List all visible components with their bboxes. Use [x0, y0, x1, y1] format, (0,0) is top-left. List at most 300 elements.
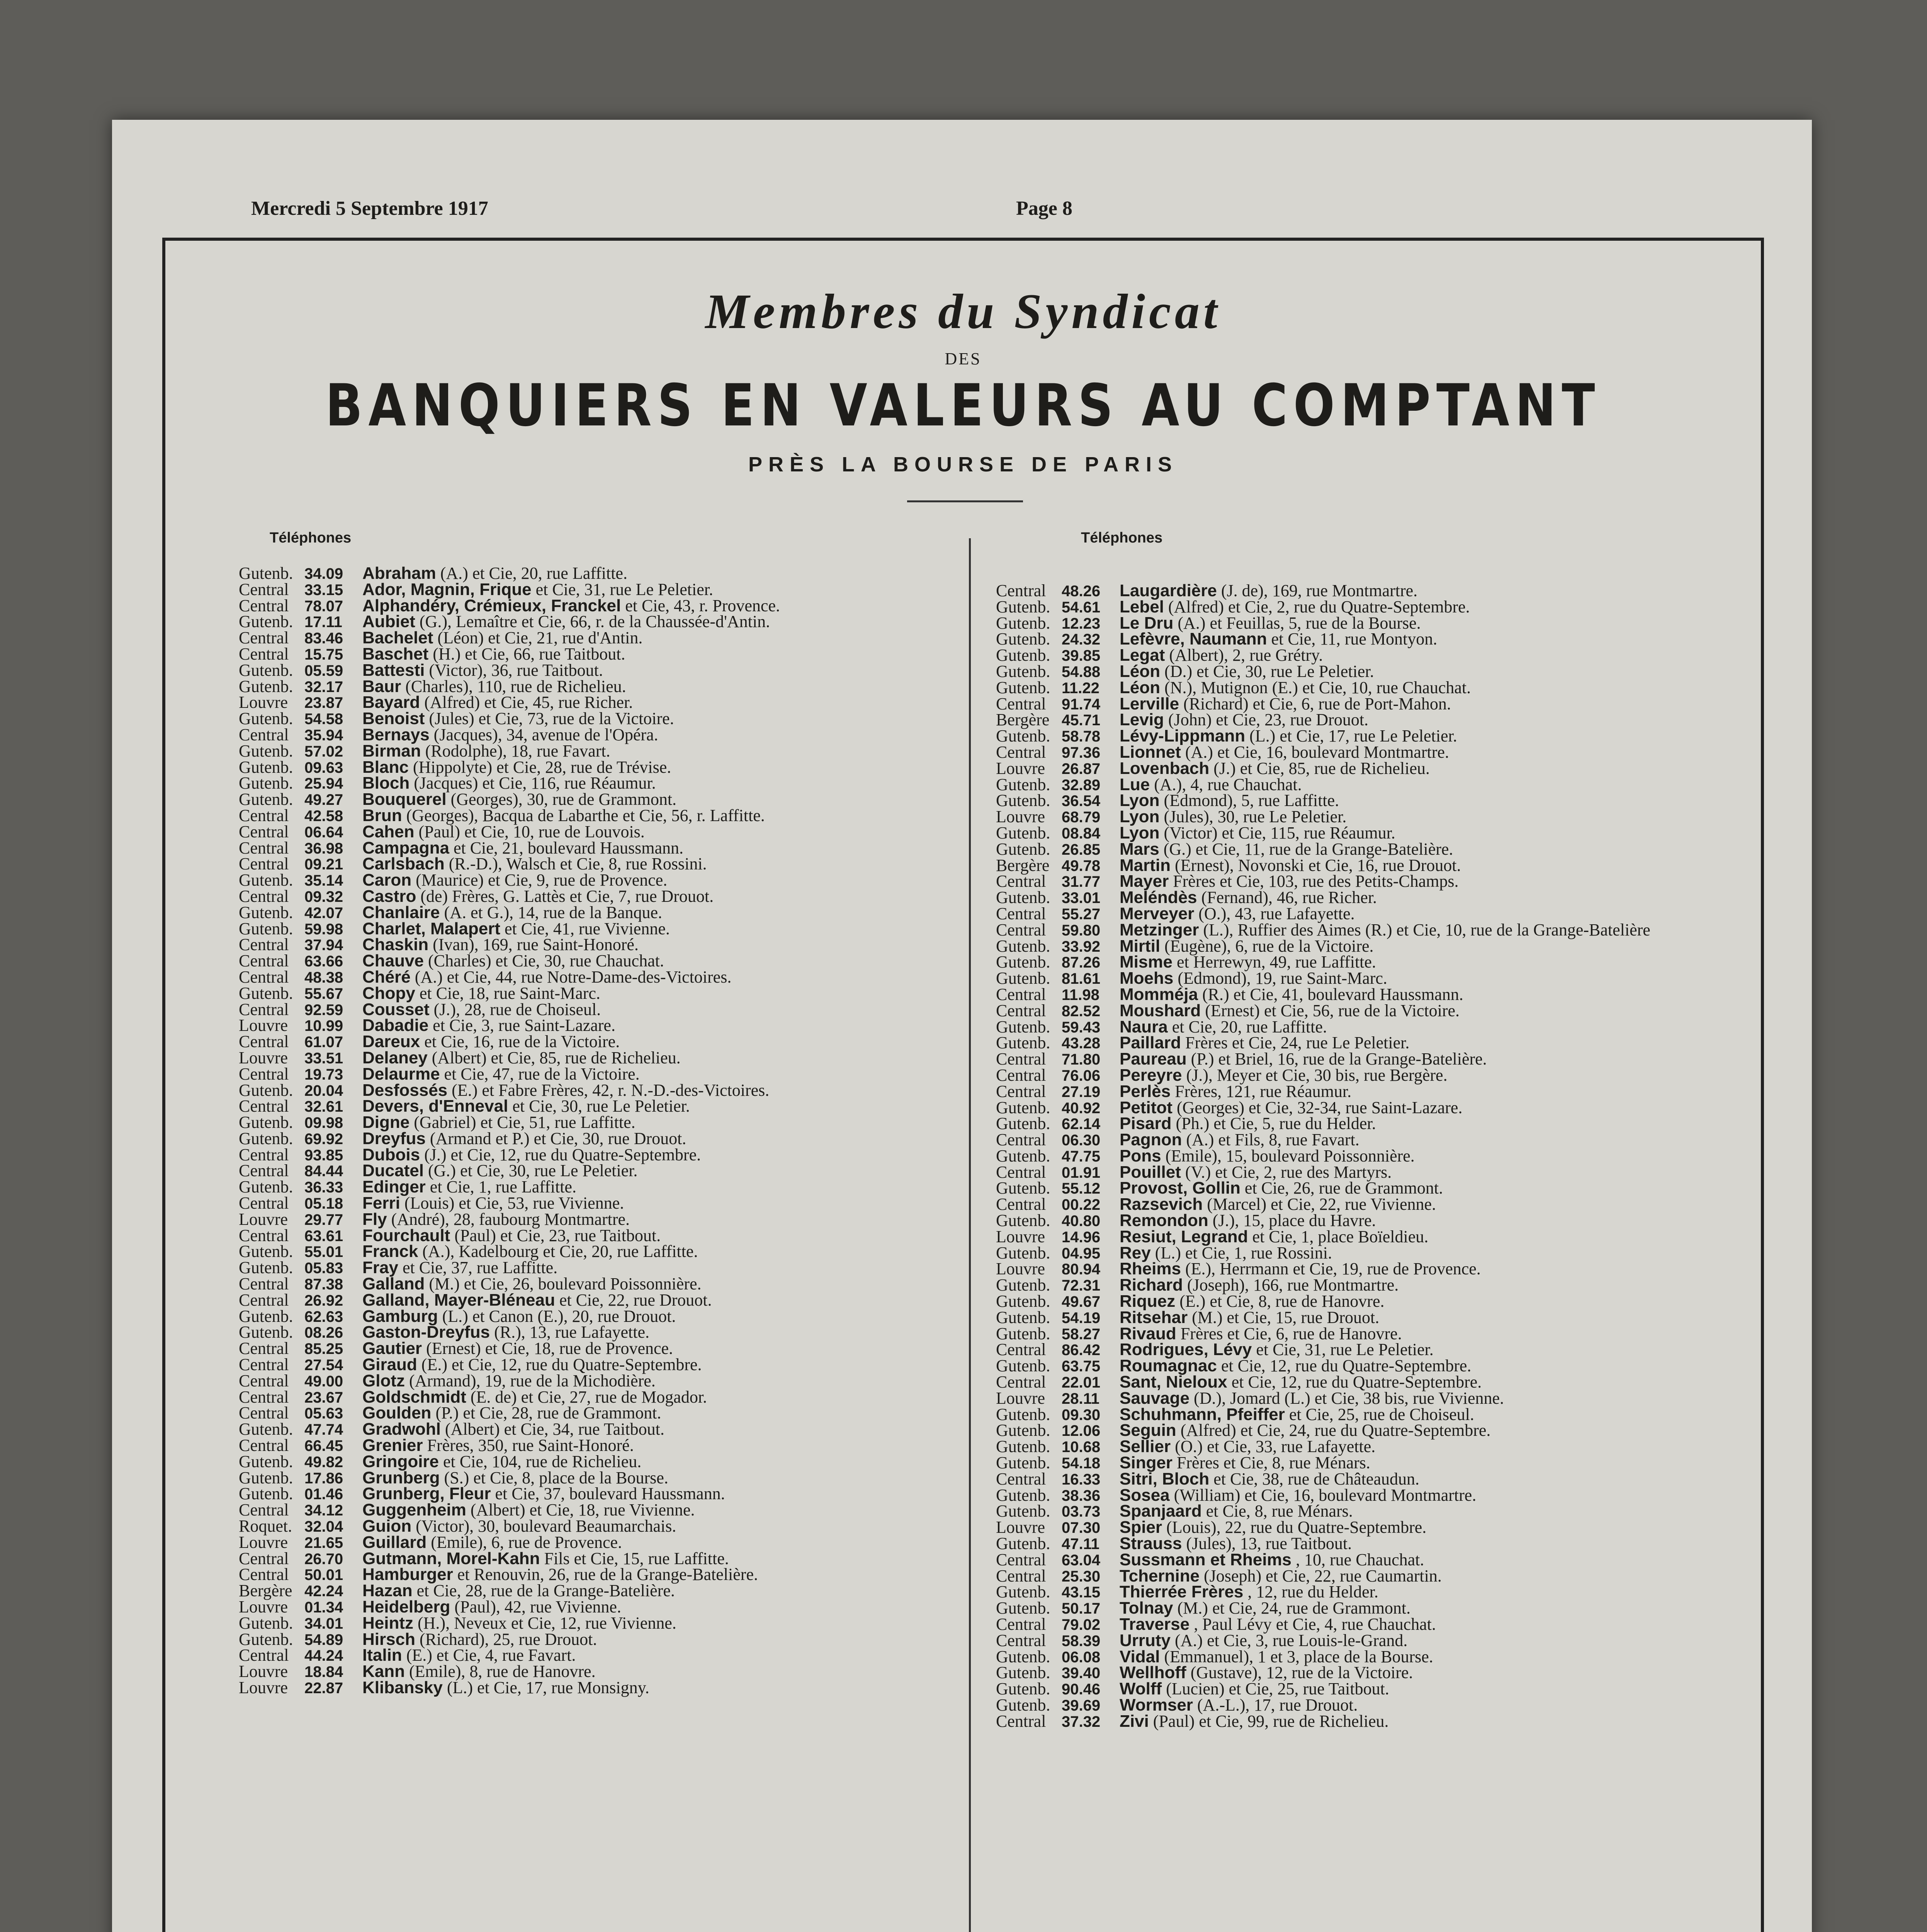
exchange-name: Gutenb. [996, 823, 1050, 842]
member-row [239, 808, 965, 824]
member-name: Bayard [362, 693, 420, 712]
member-name: Strauss [1120, 1534, 1182, 1553]
member-row [239, 953, 965, 969]
member-name: Fly [362, 1209, 387, 1229]
member-name: Chéré [362, 967, 411, 986]
phone-number: 54.89 [304, 1631, 343, 1648]
phone-number: 00.22 [1062, 1196, 1101, 1214]
member-row [239, 1454, 965, 1470]
member-name: Giraud [362, 1355, 417, 1374]
member-name: Ador, Magnin, Frique [362, 580, 532, 599]
member-address: (E.), Herrmann et Cie, 19, rue de Provence. [1185, 1259, 1481, 1279]
member-entry [362, 1631, 597, 1648]
exchange-name: Gutenb. [239, 1629, 293, 1649]
phone-number: 19.73 [304, 1066, 343, 1083]
member-row [996, 680, 1753, 696]
phone-number: 92.59 [304, 1001, 343, 1019]
phone-number: 55.01 [304, 1243, 343, 1261]
exchange-name: Gutenb. [996, 1211, 1050, 1230]
phone-number: 09.21 [304, 856, 343, 873]
member-row [996, 1196, 1753, 1213]
phone-number: 22.87 [304, 1679, 343, 1697]
exchange-name: Gutenb. [239, 1080, 293, 1100]
member-entry [362, 1308, 676, 1325]
member-row [239, 1486, 965, 1502]
member-address: (Georges) et Cie, 32-34, rue Saint-Lazare. [1176, 1098, 1463, 1117]
member-row [996, 857, 1753, 874]
newspaper-page [112, 120, 1812, 1932]
phone-number: 33.51 [304, 1049, 343, 1067]
phone-number: 54.61 [1062, 599, 1101, 616]
member-name: Schuhmann, Pfeiffer [1120, 1405, 1285, 1424]
phone-number: 11.22 [1062, 679, 1099, 697]
member-entry [362, 1421, 664, 1437]
member-name: Baschet [362, 644, 429, 663]
member-address: (L.) et Cie, 1, rue Rossini. [1155, 1243, 1332, 1262]
member-entry [1120, 1358, 1471, 1374]
member-name: Spier [1120, 1518, 1162, 1537]
member-name: Levig [1120, 710, 1164, 730]
member-address: (Fernand), 46, rue Richer. [1201, 888, 1377, 907]
phone-number: 39.69 [1062, 1697, 1101, 1714]
phone-number: 23.87 [304, 694, 343, 712]
exchange-name: Gutenb. [996, 646, 1050, 665]
member-name: Battesti [362, 660, 425, 680]
exchange-name: Gutenb. [996, 888, 1050, 907]
member-row [239, 694, 965, 711]
member-name: Franck [362, 1242, 418, 1261]
member-entry [362, 1292, 712, 1308]
member-row [996, 1277, 1753, 1293]
member-entry [1120, 680, 1471, 696]
exchange-name: Louvre [239, 1532, 288, 1552]
member-name: Ducatel [362, 1161, 424, 1180]
exchange-name: Central [996, 872, 1046, 891]
phone-number: 47.74 [304, 1421, 343, 1439]
exchange-name: Gutenb. [996, 1276, 1050, 1295]
phone-number: 24.32 [1062, 631, 1101, 648]
member-entry [1120, 1261, 1481, 1277]
member-entry [1120, 1519, 1426, 1536]
phone-number: 91.74 [1062, 696, 1101, 713]
exchange-name: Gutenb. [239, 871, 293, 890]
member-row [239, 985, 965, 1002]
member-address: Frères, 121, rue Réaumur. [1175, 1082, 1352, 1101]
member-name: Merveyer [1120, 904, 1195, 923]
member-entry [1120, 906, 1355, 922]
member-entry [362, 1114, 636, 1131]
exchange-name: Central [239, 806, 289, 825]
member-address: (H.), Neveux et Cie, 12, rue Vivienne. [418, 1613, 676, 1633]
member-row [996, 1003, 1753, 1019]
member-address: et Cie, 11, rue Montyon. [1271, 629, 1438, 649]
exchange-name: Central [996, 1631, 1046, 1650]
member-entry [362, 1340, 673, 1357]
telephones-label-right: Téléphones [1081, 530, 1163, 546]
member-row [239, 1260, 965, 1276]
member-row [996, 1229, 1753, 1245]
member-entry [1120, 1116, 1376, 1132]
member-address: (O.), 43, rue Lafayette. [1198, 904, 1355, 923]
member-entry [362, 1034, 620, 1050]
member-row [239, 1163, 965, 1179]
exchange-name: Central [996, 742, 1046, 762]
member-address: (E.) et Fabre Frères, 42, r. N.-D.-des-Victoires. [452, 1080, 770, 1100]
member-name: Provost, Gollin [1120, 1179, 1240, 1198]
member-name: Fourchault [362, 1226, 450, 1245]
exchange-name: Louvre [239, 1016, 288, 1035]
member-entry [1120, 1003, 1460, 1019]
phone-number: 58.78 [1062, 728, 1101, 745]
member-row [996, 793, 1753, 809]
member-entry [1120, 1649, 1433, 1665]
member-name: Heidelberg [362, 1597, 450, 1616]
member-address: (Victor), 36, rue Taitbout. [429, 660, 603, 680]
member-entry [1120, 954, 1376, 970]
phone-number: 68.79 [1062, 809, 1101, 826]
phone-number: 72.31 [1062, 1277, 1101, 1294]
phone-number: 38.36 [1062, 1487, 1101, 1504]
member-entry [362, 1195, 624, 1211]
member-address: (A.), Kadelbourg et Cie, 20, rue Laffitte. [422, 1242, 698, 1261]
member-entry [1120, 873, 1459, 889]
exchange-name: Gutenb. [996, 1663, 1050, 1682]
member-entry [362, 953, 664, 969]
member-address: (L.) et Canon (E.), 20, rue Drouot. [442, 1306, 676, 1326]
member-row [996, 873, 1753, 889]
member-name: Chanlaire [362, 903, 440, 922]
member-entry [362, 598, 780, 614]
member-address: (de) Frères, G. Lattès et Cie, 7, rue Drouot. [420, 886, 714, 906]
member-name: Remondon [1120, 1211, 1208, 1230]
exchange-name: Louvre [239, 693, 288, 712]
member-entry [362, 727, 658, 743]
member-entry [362, 1583, 675, 1599]
exchange-name: Central [239, 1500, 289, 1520]
member-row [996, 986, 1753, 1003]
member-address: (Louis), 22, rue du Quatre-Septembre. [1166, 1518, 1427, 1537]
member-entry [1120, 1326, 1402, 1342]
member-row [239, 1405, 965, 1421]
exchange-name: Louvre [239, 1048, 288, 1067]
member-name: Glotz [362, 1371, 405, 1390]
member-row [239, 1566, 965, 1583]
member-entry [362, 1599, 621, 1615]
member-name: Chopy [362, 983, 415, 1003]
title-line-3: BANQUIERS EN VALEURS AU COMPTANT [325, 372, 1601, 439]
exchange-name: Louvre [996, 1518, 1045, 1537]
member-entry [362, 872, 667, 888]
member-address: (Léon) et Cie, 21, rue d'Antin. [437, 628, 643, 648]
member-address: et Cie, 30, rue Le Peletier. [512, 1097, 690, 1116]
member-name: Metzinger [1120, 920, 1199, 939]
member-row [239, 888, 965, 905]
member-address: (Eugène), 6, rue de la Victoire. [1164, 936, 1374, 956]
member-row [996, 1358, 1753, 1374]
member-entry [362, 791, 676, 808]
member-address: Frères, 350, rue Saint-Honoré. [427, 1436, 634, 1455]
member-name: Caron [362, 871, 412, 890]
member-name: Galland, Mayer-Bléneau [362, 1290, 555, 1310]
exchange-name: Central [239, 596, 289, 615]
phone-number: 93.85 [304, 1146, 343, 1164]
member-entry [362, 1260, 557, 1276]
member-entry [362, 1098, 690, 1114]
phone-number: 49.00 [304, 1372, 343, 1390]
member-address: et Cie, 31, rue Le Peletier. [535, 580, 713, 599]
member-row [239, 1243, 965, 1260]
member-name: Naura [1120, 1017, 1168, 1036]
exchange-name: Central [239, 822, 289, 841]
member-name: Lue [1120, 775, 1150, 794]
phone-number: 62.63 [304, 1308, 343, 1325]
exchange-name: Central [996, 1195, 1046, 1214]
phone-number: 78.07 [304, 597, 343, 615]
phone-number: 63.04 [1062, 1551, 1101, 1569]
exchange-name: Gutenb. [996, 1356, 1050, 1376]
member-row [239, 1631, 965, 1648]
exchange-name: Central [239, 1549, 289, 1568]
exchange-name: Central [239, 1032, 289, 1051]
member-address: (Jules) et Cie, 73, rue de la Victoire. [429, 709, 674, 728]
member-name: Bloch [362, 774, 410, 793]
main-frame [162, 238, 1764, 1932]
member-row [239, 1551, 965, 1567]
exchange-name: Gutenb. [239, 1468, 293, 1487]
member-address: (Ph.) et Cie, 5, rue du Helder. [1176, 1114, 1376, 1133]
member-row [239, 1599, 965, 1615]
member-name: Chaskin [362, 935, 429, 954]
phone-number: 32.61 [304, 1098, 343, 1116]
member-entry [362, 1437, 634, 1454]
member-address: (Rodolphe), 18, rue Favart. [425, 741, 610, 760]
member-row [239, 1276, 965, 1292]
exchange-name: Central [239, 854, 289, 874]
exchange-name: Central [996, 1001, 1046, 1020]
member-entry [1120, 1536, 1352, 1552]
member-name: Campagna [362, 838, 449, 857]
exchange-name: Louvre [239, 1209, 288, 1229]
member-name: Castro [362, 886, 416, 906]
member-name: Legat [1120, 646, 1165, 665]
member-entry [362, 1534, 622, 1551]
exchange-name: Central [239, 1646, 289, 1665]
member-entry [362, 565, 627, 582]
phone-number: 21.65 [304, 1534, 343, 1551]
member-row [239, 1340, 965, 1357]
phone-number: 09.32 [304, 888, 343, 905]
exchange-name: Louvre [996, 759, 1045, 778]
exchange-name: Gutenb. [239, 1484, 293, 1503]
member-name: Richard [1120, 1276, 1183, 1295]
member-name: Grunberg [362, 1468, 440, 1487]
phone-number: 10.99 [304, 1017, 343, 1035]
member-name: Dabadie [362, 1016, 429, 1035]
member-entry [362, 1680, 649, 1696]
member-row [239, 565, 965, 582]
member-name: Lebel [1120, 597, 1164, 616]
member-address: (A.-L.), 17, rue Drouot. [1197, 1695, 1358, 1714]
phone-number: 04.95 [1062, 1245, 1101, 1262]
member-address: (J.), 28, rue de Choiseul. [433, 1000, 601, 1019]
exchange-name: Gutenb. [239, 1306, 293, 1326]
member-row [239, 905, 965, 921]
member-address: (E.) et Cie, 8, rue de Hanovre. [1179, 1292, 1385, 1311]
member-row [996, 1019, 1753, 1035]
phone-number: 26.85 [1062, 841, 1101, 858]
exchange-name: Central [996, 1550, 1046, 1569]
member-entry [1120, 1584, 1378, 1600]
member-entry [1120, 1697, 1358, 1713]
exchange-name: Central [239, 1339, 289, 1358]
member-address: (Georges), Bacqua de Labarthe et Cie, 56, r. Laffitte. [406, 806, 765, 825]
phone-number: 58.27 [1062, 1325, 1101, 1343]
member-address: (Jules), 13, rue Taitbout. [1186, 1534, 1352, 1553]
member-name: Italin [362, 1646, 402, 1665]
member-row [239, 1324, 965, 1340]
member-entry [1120, 938, 1374, 954]
member-address: (A.) et Cie, 44, rue Notre-Dame-des-Victoires. [415, 967, 732, 986]
member-row [239, 1680, 965, 1696]
title-line-4: PRÈS LA BOURSE DE PARIS [748, 453, 1178, 476]
member-name: Léon [1120, 678, 1161, 697]
exchange-name: Gutenb. [996, 597, 1050, 616]
exchange-name: Gutenb. [996, 1437, 1050, 1456]
member-name: Edinger [362, 1177, 426, 1197]
member-entry [1120, 583, 1417, 599]
phone-number: 34.12 [304, 1502, 343, 1519]
member-row [239, 791, 965, 808]
exchange-name: Gutenb. [239, 741, 293, 760]
member-address: et Cie, 104, rue de Richelieu. [443, 1452, 642, 1471]
member-entry [362, 582, 713, 598]
member-row [996, 1310, 1753, 1326]
member-row [996, 1132, 1753, 1148]
member-row [239, 1131, 965, 1147]
exchange-name: Gutenb. [239, 1177, 293, 1197]
member-address: et Cie, 12, rue du Quatre-Septembre. [1231, 1372, 1482, 1392]
member-name: Lefèvre, Naumann [1120, 629, 1267, 649]
member-address: Fils et Cie, 15, rue Laffitte. [544, 1549, 729, 1568]
member-address: (Armand), 19, rue de la Michodière. [409, 1371, 656, 1390]
exchange-name: Gutenb. [996, 1485, 1050, 1505]
member-address: (Jacques), 34, avenue de l'Opéra. [433, 725, 658, 744]
member-entry [1120, 1439, 1375, 1455]
exchange-name: Gutenb. [996, 936, 1050, 956]
member-address: Frères et Cie, 103, rue des Petits-Champs. [1173, 872, 1459, 891]
phone-number: 01.34 [304, 1599, 343, 1616]
phone-number: 63.61 [304, 1227, 343, 1245]
member-name: Pagnon [1120, 1130, 1182, 1150]
member-entry [362, 646, 625, 662]
member-entry [1120, 1196, 1436, 1213]
member-address: Frères et Cie, 8, rue Ménars. [1176, 1453, 1370, 1473]
member-name: Gradwohl [362, 1420, 441, 1439]
phone-number: 05.63 [304, 1405, 343, 1422]
member-name: Le Dru [1120, 613, 1174, 633]
member-address: et Cie, 20, rue Laffitte. [1172, 1017, 1327, 1036]
phone-number: 49.78 [1062, 857, 1101, 874]
member-entry [1120, 1665, 1413, 1681]
member-name: Pons [1120, 1146, 1161, 1165]
phone-number: 39.40 [1062, 1665, 1101, 1682]
member-entry [362, 921, 670, 937]
phone-number: 05.59 [304, 662, 343, 679]
member-name: Razsevich [1120, 1195, 1203, 1214]
member-entry [1120, 1681, 1389, 1697]
member-entry [1120, 986, 1463, 1003]
member-entry [1120, 841, 1453, 857]
exchange-name: Gutenb. [239, 660, 293, 680]
exchange-name: Gutenb. [996, 1534, 1050, 1553]
member-name: Delaurme [362, 1064, 440, 1083]
member-row [239, 921, 965, 937]
exchange-name: Gutenb. [239, 564, 293, 583]
member-row [239, 1357, 965, 1373]
member-address: , 10, rue Chauchat. [1296, 1550, 1424, 1569]
member-row [996, 1374, 1753, 1390]
member-row [239, 1228, 965, 1244]
member-entry [1120, 1132, 1359, 1148]
member-entry [1120, 1471, 1419, 1487]
phone-number: 42.58 [304, 807, 343, 825]
member-entry [1120, 1051, 1487, 1067]
member-address: (Hippolyte) et Cie, 28, rue de Trévise. [413, 757, 671, 777]
member-entry [1120, 825, 1395, 841]
member-name: Lyon [1120, 823, 1160, 842]
member-row [996, 1148, 1753, 1164]
member-name: Gamburg [362, 1306, 438, 1326]
member-name: Tchernine [1120, 1566, 1200, 1585]
member-name: Lyon [1120, 791, 1160, 810]
exchange-name: Central [239, 1145, 289, 1164]
exchange-name: Central [239, 935, 289, 954]
exchange-name: Gutenb. [996, 726, 1050, 746]
member-row [996, 663, 1753, 680]
member-row [996, 1568, 1753, 1584]
phone-number: 82.52 [1062, 1002, 1101, 1020]
exchange-name: Central [239, 1226, 289, 1245]
member-row [996, 1487, 1753, 1503]
exchange-name: Central [239, 1194, 289, 1213]
member-address: (Emile), 6, rue de Provence. [431, 1532, 622, 1552]
member-name: Delaney [362, 1048, 428, 1067]
exchange-name: Gutenb. [996, 1179, 1050, 1198]
phone-number: 81.61 [1062, 970, 1101, 988]
member-row [239, 1292, 965, 1308]
exchange-name: Gutenb. [239, 612, 293, 631]
member-entry [1120, 1390, 1504, 1406]
phone-number: 54.19 [1062, 1309, 1101, 1327]
member-entry [362, 1211, 630, 1228]
member-entry [1120, 712, 1368, 728]
member-address: (J.), Meyer et Cie, 30 bis, rue Bergère. [1186, 1065, 1448, 1085]
exchange-name: Gutenb. [996, 1421, 1050, 1440]
phone-number: 01.46 [304, 1486, 343, 1503]
member-address: et Cie, 3, rue Saint-Lazare. [433, 1016, 615, 1035]
phone-number: 43.15 [1062, 1584, 1101, 1601]
exchange-name: Gutenb. [996, 969, 1050, 988]
phone-number: 36.98 [304, 840, 343, 857]
member-address: (M.) et Cie, 26, boulevard Poissonnière. [429, 1274, 702, 1294]
exchange-name: Gutenb. [239, 1258, 293, 1277]
exchange-name: Gutenb. [996, 1243, 1050, 1262]
member-row [996, 760, 1753, 777]
member-name: Martin [1120, 855, 1171, 875]
exchange-name: Gutenb. [239, 1613, 293, 1633]
member-name: Baur [362, 677, 401, 696]
phone-number: 22.01 [1062, 1374, 1101, 1391]
